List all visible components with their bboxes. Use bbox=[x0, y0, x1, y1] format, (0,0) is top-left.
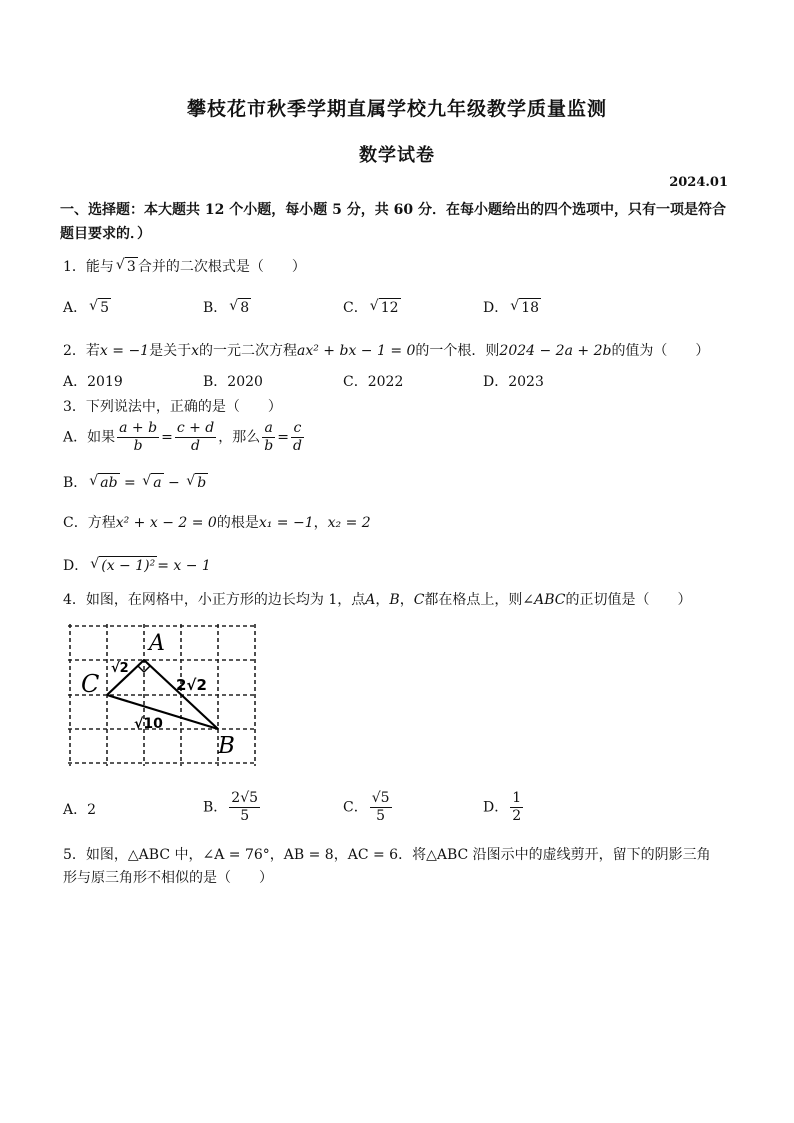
q1-prefix: 1．能与 bbox=[63, 259, 114, 275]
label-b: B bbox=[218, 733, 235, 759]
q4-option-a[interactable]: A．2 bbox=[63, 802, 97, 818]
side-ab-length: 2√2 bbox=[176, 676, 207, 694]
q1-option-a[interactable]: A．√ 5 bbox=[63, 298, 111, 318]
label-c: C bbox=[81, 670, 100, 698]
question-4: 4．如图，在网格中，小正方形的边长均为 1，点A，B，C都在格点上，则∠ABC的正切值是（ ） bbox=[63, 592, 692, 608]
q2-option-a[interactable]: A．2019 bbox=[63, 374, 123, 390]
q4-option-c[interactable]: C． $\frac{√5}{5}$ bbox=[343, 790, 390, 824]
side-ca-length: √2 bbox=[111, 661, 129, 676]
question-5-line1: 5．如图，△ABC 中，∠A = 76°，AB = 8，AC = 6．将△ABC 沿图示中的虚线剪开，留下的阴影三角 bbox=[63, 847, 711, 863]
q1-suffix: 合并的二次根式是（ ） bbox=[137, 259, 306, 275]
q1-option-d[interactable]: D．√ 18 bbox=[483, 298, 541, 318]
q4-option-d[interactable]: D． $\frac{1}{2}$ bbox=[483, 790, 522, 824]
label-a: A bbox=[149, 631, 165, 656]
q3-option-c[interactable]: C．方程x² + x − 2 = 0的根是x₁ = −1，x₂ = 2 bbox=[63, 515, 371, 531]
section-heading: 一、选择题：本大题共 12 个小题，每小题 5 分，共 60 分．在每小题给出的四个选项中，只有一项是符合题目要求的．） bbox=[60, 202, 726, 242]
q1-option-b[interactable]: B．√ 8 bbox=[203, 298, 251, 318]
question-3: 3．下列说法中，正确的是（ ） bbox=[63, 399, 282, 415]
exam-subtitle: 数学试卷 bbox=[359, 145, 435, 166]
q3-option-b[interactable]: B．√ ab = √ a − √ b bbox=[63, 473, 208, 493]
q4-grid-figure bbox=[66, 620, 260, 768]
question-5-line2: 形与原三角形不相似的是（ ） bbox=[63, 870, 273, 886]
q2-option-b[interactable]: B．2020 bbox=[203, 374, 263, 390]
q1-sqrt: √ 3 bbox=[116, 257, 138, 277]
q4-option-b[interactable]: B． $\frac{2√5}{5}$ bbox=[203, 790, 259, 824]
grid-svg bbox=[66, 620, 260, 768]
side-cb-length: √10 bbox=[134, 716, 163, 732]
q1-option-c[interactable]: C．√ 12 bbox=[343, 298, 401, 318]
q2-option-d[interactable]: D．2023 bbox=[483, 374, 544, 390]
question-2: 2．若x = −1是关于x的一元二次方程ax² + bx − 1 = 0的一个根．则2024 − 2a + 2b的值为（ ） bbox=[63, 343, 710, 359]
q3-option-d[interactable]: D．√ (x − 1)² = x − 1 bbox=[63, 556, 211, 576]
question-1 bbox=[63, 257, 306, 277]
exam-date: 2024.01 bbox=[669, 175, 728, 190]
exam-title: 攀枝花市秋季学期直属学校九年级教学质量监测 bbox=[186, 98, 607, 120]
q3-option-a[interactable]: A．如果 $\frac{a + b}{b}$ = $\frac{c + d}{d}$ ，那么 $\frac{a}{b}$ = $\frac{c}{d}$ bbox=[63, 420, 302, 454]
q2-option-c[interactable]: C．2022 bbox=[343, 374, 404, 390]
